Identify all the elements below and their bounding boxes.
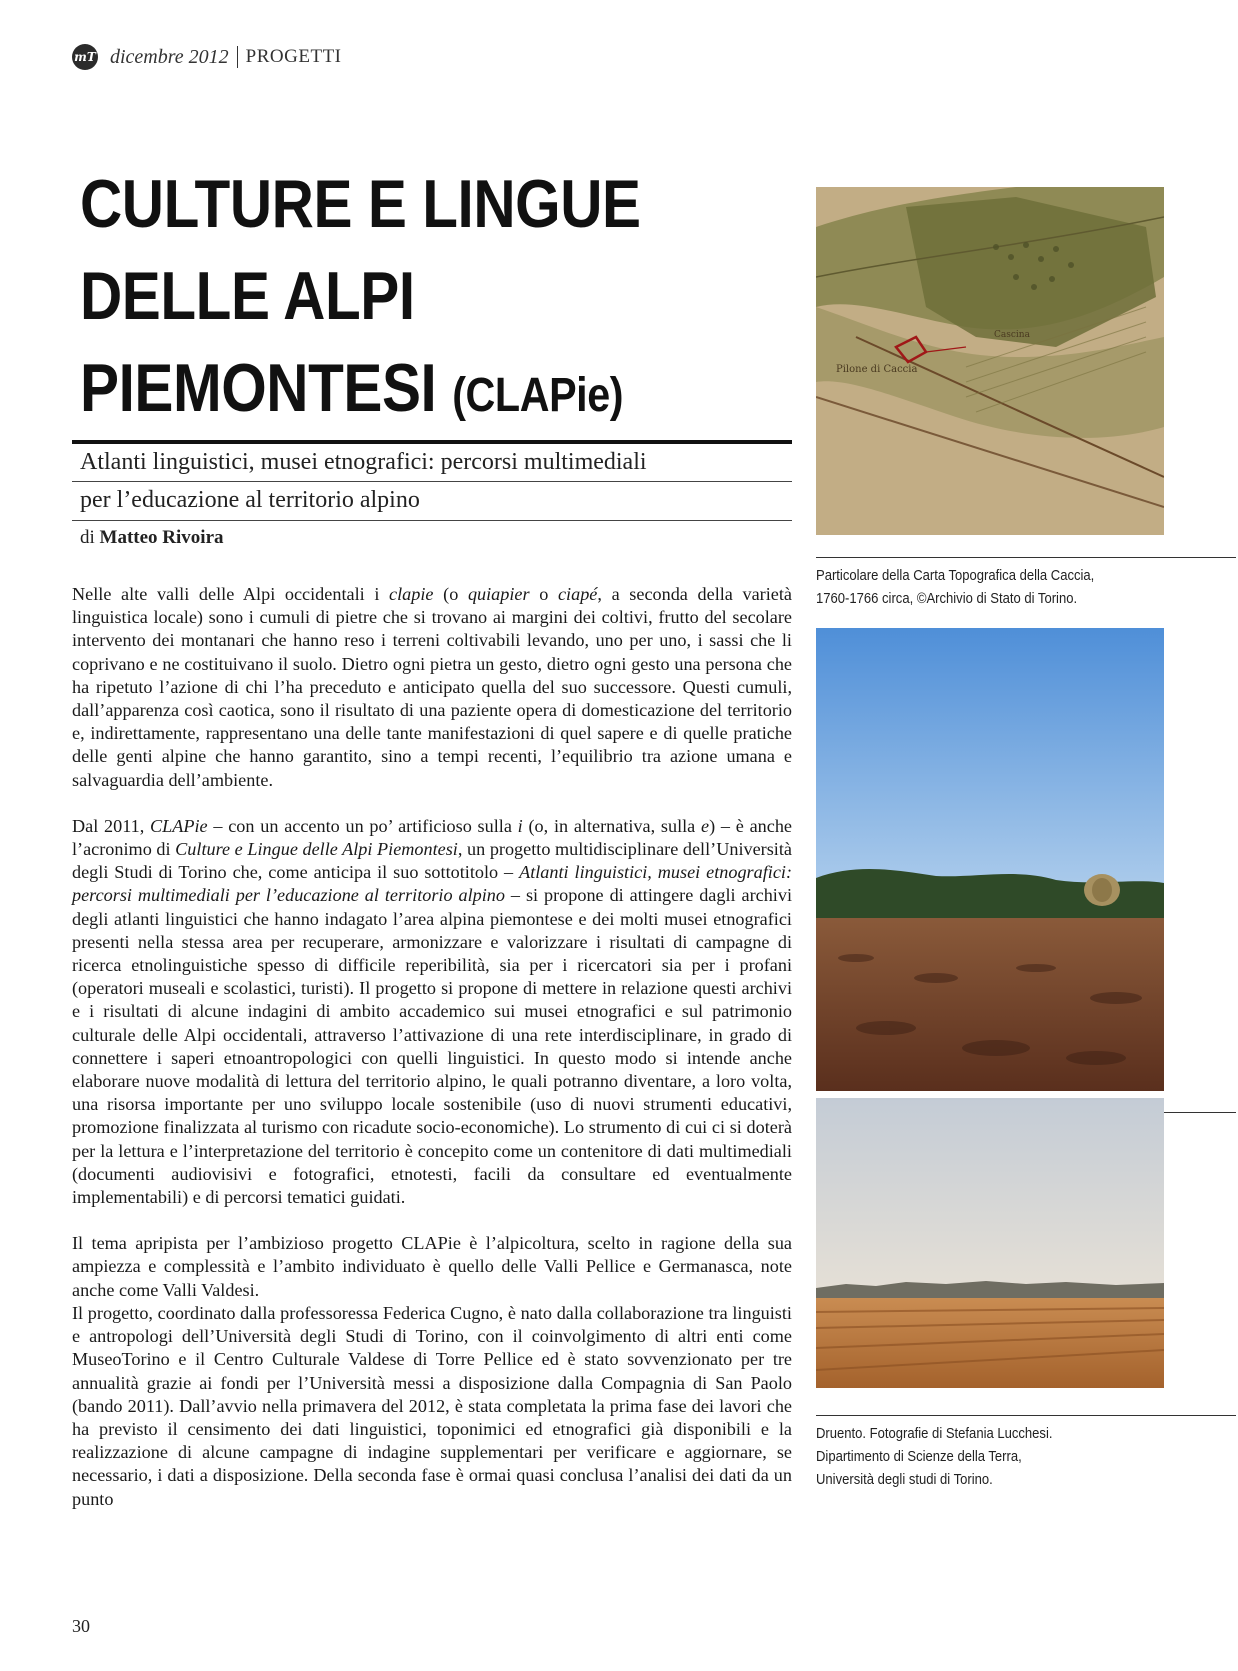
paragraph-4: Il progetto, coordinato dalla professoressa Federica Cugno, è nato dalla collaborazione tra linguisti e antropologi dell’Università degli Studi di Torino, con il coinvolgimento di altri enti come MuseoTorino e il Centro Culturale Valdese di Torre Pellice ed è stato sovvenzionato per tre annualità grazie ai fondi per l’Università messi a disposizione dalla Compagnia di San Paolo (bando 2011). Dall’avvio nella primavera del 2012, è stata completata la prima fase dei lavori che ha previsto il censimento dei dati linguistici, toponimici ed etnografici già disponibili e la realizzazione di alcune campagne di indagine supplementari per verificare e aggiornare, se necessario, i dati a disposizione. Della seconda fase è ormai quasi conclusa l’analisi dei dati da un punto [72,1302,792,1509]
title-line-3: PIEMONTESI [80,350,437,426]
page-number: 30 [72,1616,90,1636]
article-body [72,583,792,1534]
map-illustration [816,187,1164,535]
subtitle-rule [72,481,792,482]
title-line-1: CULTURE E LINGUE [80,166,641,242]
article-title [80,158,682,442]
caption-rule [816,1415,1236,1416]
historical-map-image [816,187,1164,535]
byline-prefix: di [80,527,95,548]
field-photo-illustration [816,628,1164,1091]
issue-date: dicembre 2012 [110,45,229,68]
caption-rule [816,557,1236,558]
author-name: Matteo Rivoira [99,527,224,548]
title-line-2: DELLE ALPI [80,258,415,334]
subtitle-rule [72,520,792,521]
byline [80,527,224,549]
title-rule [72,440,792,444]
druento-photo [816,1098,1164,1388]
paragraph-2: Dal 2011, CLAPie – con un accento un po’ artificioso sulla i (o, in alternativa, sulla e) – è anche l’acronimo di Culture e Lingue delle Alpi Piemontesi, un progetto multidisciplinare dell’Università degli Studi di Torino che, come anticipa il suo sottotitolo – Atlanti linguistici, musei etnografici: percorsi multimediali per l’educazione al territorio alpino – si propone di attingere dagli archivi degli atlanti linguistici che hanno indagato l’area alpina piemontese e dei molti musei etnografici presenti nella stessa area per recuperare, armonizzare e valorizzare i risultati di campagne di ricerca etnolinguistiche spesso di difficile reperibilità, sia per i ricercatori sia per i profani (operatori museali e scolastici, turisti). Il progetto si propone di mettere in relazione questi archivi e i risultati di alcune indagini di ambito accademico sui musei etnografici e sul patrimonio culturale delle Alpi occidentali, attraverso l’attivazione di una rete interdisciplinare, in grado di connettere i saperi etnoantropologici con quelli linguistici. In questo modo si intende anche elaborare nuove modalità di lettura del territorio alpino, le quali potranno diventare, a loro volta, una risorsa importante per uno sviluppo locale sostenibile (uso di nuovi strumenti educativi, promozione finalizzata al turismo con ricadute socio-economiche). Lo strumento di cui ci si doterà per la lettura e l’interpretazione del territorio è concepito come un contenitore di dati multimediali (documenti audiovisivi e fotografici, etnotesti, facili da consultare ed eventualmente implementabili) e di percorsi tematici guidati. [72,815,793,1208]
paragraph-1: Nelle alte valli delle Alpi occidentali i clapie (o quiapier o ciapé, a seconda della varietà linguistica locale) sono i cumuli di pietre che si trovano ai margini dei coltivi, frutto del secolare intervento dei montanari che hanno reso i terreni coltivabili levando, uno per uno, i sassi che li coprivano e ne costituivano il suolo. Dietro ogni pietra un gesto, dietro ogni gesto una persona che ha ripetuto l’azione di chi l’ha preceduto e anticipato quella del suo successore. Questi cumuli, dall’apparenza così caotica, sono il risultato di una paziente opera di domesticazione del territorio e, indirettamente, rappresentano una delle tante manifestazioni di quel sapere e di quelle pratiche delle genti alpine che hanno garantito, sino a tempi recenti, l’equilibrio tra azione umana e salvaguardia dell’ambiente. [72,584,792,790]
plowed-field-photo [816,628,1164,1091]
svg-text:Pilone di Caccia: Pilone di Caccia [836,364,918,375]
subtitle-line-2: per l’educazione al territorio alpino [80,487,420,513]
paragraph-3: Il tema apripista per l’ambizioso progetto CLAPie è l’alpicoltura, scelto in ragione della sua ampiezza e complessità e l’ambito individuato è quello delle Valli Pellice e Germanasca, note anche come Valli Valdesi. [72,1233,792,1300]
header-separator [237,46,238,68]
map-caption: Particolare della Carta Topografica della Caccia, 1760-1766 circa, ©Archivio di Stato di Torino. [816,568,1095,607]
title-acronym: (CLAPie) [452,369,624,422]
section-name: PROGETTI [245,46,342,67]
subtitle-line-1: Atlanti linguistici, musei etnografici: percorsi multimediali [80,449,647,475]
running-head [72,42,342,72]
magazine-logo: mT [72,44,98,70]
druento-caption: Druento. Fotografie di Stefania Lucchesi. Dipartimento di Scienze della Terra, Università degli studi di Torino. [816,1426,1053,1488]
svg-text:Cascina: Cascina [994,330,1030,340]
druento-photo-illustration [816,1098,1164,1388]
